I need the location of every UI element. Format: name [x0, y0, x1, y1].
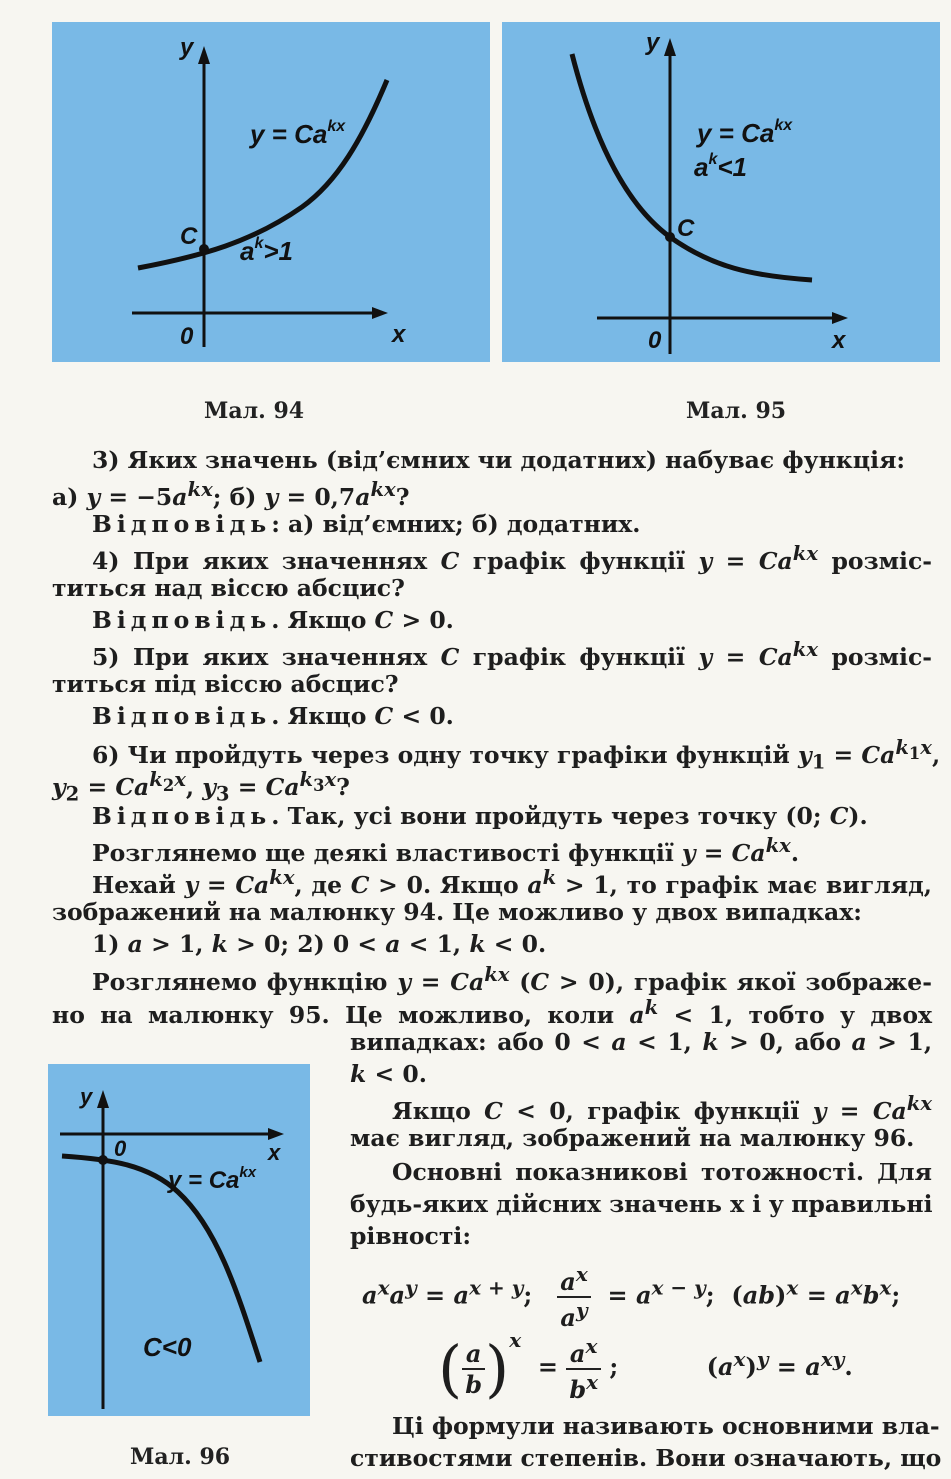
figure-96 — [48, 1064, 310, 1416]
fraction-ax-over-bx: $\frac{a^x}{b^x}$ — [566, 1334, 601, 1404]
q5-answer: Відповідь. Якщо C < 0. — [92, 702, 454, 730]
para-consider-line3: випадках: або 0 < a < 1, k > 0, або a > 1, — [350, 1028, 932, 1056]
q3-line1: 3) Яких значень (від’ємних чи додатних) набуває функція: — [92, 446, 906, 474]
q6-line2: $y_2 = Ca^{k_2x}$, $y_3 = Ca^{k_3x}$? — [52, 768, 350, 806]
figure-94 — [52, 22, 490, 362]
y-axis-label: y — [180, 34, 194, 61]
para-consider-line1: Розглянемо функцію $y = Ca^{kx}$ (C > 0), графік якої зображе- — [92, 963, 932, 996]
formula-row-2: ( $\frac{a}{b}$ )$^x$ = $\frac{a^x}{b^x}$ ; $(a^x)^y = a^{xy}$. — [438, 1328, 853, 1405]
y-axis-arrow — [198, 46, 210, 64]
para-let-line1: Нехай $y = Ca^{kx}$, де C > 0. Якщо $a^k > 1$, то графік має вигляд, — [92, 866, 932, 899]
decay-curve — [572, 54, 812, 280]
caption-96: Мал. 96 — [130, 1444, 231, 1470]
y-axis-arrow — [664, 38, 676, 56]
curve-label: $y = Ca^{kx}$ — [250, 118, 346, 149]
closing-line2: стивостями степенів. Вони означають, що — [350, 1444, 942, 1472]
identities-line2: будь-яких дійсних значень x і y правильні — [350, 1190, 933, 1218]
figure-94-graph — [52, 22, 490, 362]
para-consider-line2: но на малюнку 95. Це можливо, коли $a^k < 1$, тобто у двох — [52, 996, 933, 1029]
y-axis-label: y — [646, 29, 660, 56]
curve-label: $y = Ca^{kx}$ — [168, 1164, 257, 1194]
para-negative-line1: Якщо C < 0, графік функції $y = Ca^{kx}$ — [392, 1092, 932, 1125]
x-axis-arrow — [268, 1128, 284, 1140]
x-axis-label: x — [832, 327, 846, 354]
caption-95: Мал. 95 — [686, 398, 787, 424]
q4-line2: титься над віссю абсцис? — [52, 574, 405, 602]
q6-answer: Відповідь. Так, усі вони пройдуть через точку (0; C). — [92, 802, 868, 830]
point-c-label: C — [677, 215, 695, 242]
q3-answer: Відповідь: а) від’ємних; б) додатних. — [92, 510, 641, 538]
figure-95-graph — [502, 22, 940, 362]
q4-line1: 4) При яких значеннях C графік функції $y = Ca^{kx}$ розміс- — [92, 542, 933, 575]
figure-95 — [502, 22, 940, 362]
condition-label: $a^k<1$ — [694, 151, 748, 182]
point-c-label: C — [180, 223, 198, 250]
x-axis-arrow — [372, 307, 388, 319]
curve-label: $y = Ca^{kx}$ — [697, 117, 793, 148]
para-let-line3: 1) a > 1, k > 0; 2) 0 < a < 1, k < 0. — [92, 930, 547, 958]
x-axis-arrow — [832, 312, 848, 324]
x-axis-label: x — [392, 321, 406, 348]
caption-94: Мал. 94 — [204, 398, 305, 424]
formula-row-1: $a^xa^y = a^{x + y}$; $\frac{a^x}{a^y}$ = $a^{x - y}$; $(ab)^x = a^xb^x$; — [362, 1262, 901, 1332]
origin-label: 0 — [180, 323, 194, 350]
q6-line1: 6) Чи пройдуть через одну точку графіки функцій $y_1 = Ca^{k_1x}$, — [92, 736, 941, 774]
intercept-point — [199, 244, 209, 254]
fraction-ax-over-ay: $\frac{a^x}{a^y}$ — [557, 1262, 591, 1332]
x-axis-label: x — [268, 1140, 281, 1165]
condition-label: C<0 — [143, 1332, 192, 1362]
closing-line1: Ці формули називають основними вла- — [392, 1412, 940, 1440]
intercept-point — [665, 232, 675, 242]
q3-line2: а) $y = -5a^{kx}$; б) $y = 0,7a^{kx}$? — [52, 478, 410, 511]
para-negative-line2: має вигляд, зображений на малюнку 96. — [350, 1124, 915, 1152]
origin-label: 0 — [648, 327, 662, 354]
origin-label: 0 — [114, 1136, 127, 1161]
q5-line2: титься під віссю абсцис? — [52, 670, 399, 698]
fraction-a-over-b: $\frac{a}{b}$ — [462, 1339, 485, 1399]
intercept-point — [98, 1155, 108, 1165]
para-consider-line4: k < 0. — [350, 1060, 427, 1088]
para-properties: Розглянемо ще деякі властивості функції $y = Ca^{kx}$. — [92, 834, 800, 867]
identities-line3: рівності: — [350, 1222, 472, 1250]
figure-96-graph — [48, 1064, 310, 1416]
identities-heading-line: Основні показникові тотожності. Для — [392, 1158, 932, 1186]
para-let-line2: зображений на малюнку 94. Це можливо у двох випадках: — [52, 898, 862, 926]
y-axis-arrow — [97, 1090, 109, 1108]
condition-label: $a^k>1$ — [240, 235, 294, 266]
y-axis-label: y — [80, 1084, 93, 1109]
q4-answer: Відповідь. Якщо C > 0. — [92, 606, 454, 634]
q5-line1: 5) При яких значеннях C графік функції $y = Ca^{kx}$ розміс- — [92, 638, 933, 671]
